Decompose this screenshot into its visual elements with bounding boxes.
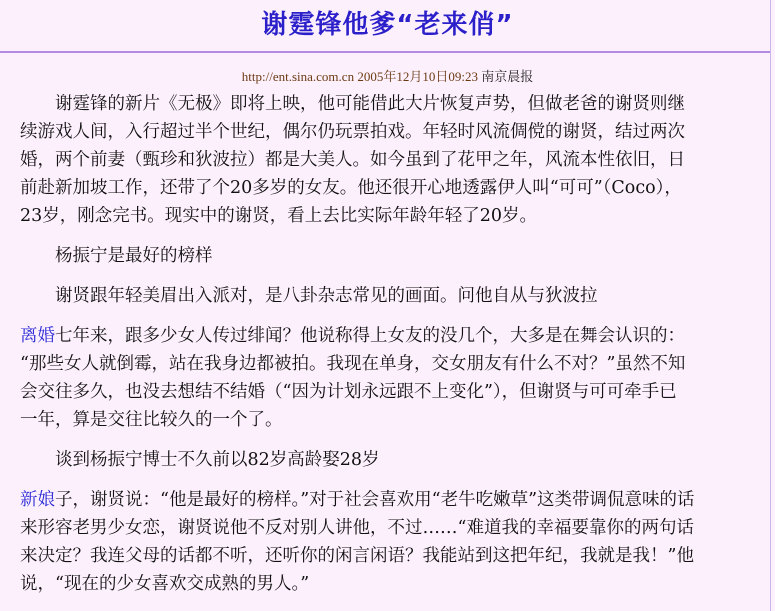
text-line: 会交往多久，也没去想结不结婚（“因为计划永远跟不上变化”），但谢贤与可可牵手已 <box>20 382 677 402</box>
text-line: 子，谢贤说：“他是最好的榜样。”对于社会喜欢用“老牛吃嫩草”这类带调侃意味的话 <box>55 490 695 510</box>
page-right-border <box>770 0 771 611</box>
publish-datetime: 2005年12月10日09:23 <box>357 69 478 84</box>
keyword-link-bride[interactable]: 新娘 <box>20 490 55 510</box>
text-line: 七年来，跟多少女人传过绯闻？他说称得上女友的没几个，大多是在舞会认识的： <box>55 326 685 346</box>
text-line: 23岁，刚念完书。现实中的谢贤，看上去比实际年龄年轻了20岁。 <box>20 206 538 226</box>
text-line: 谢霆锋的新片《无极》即将上映，他可能借此大片恢复声势，但做老爸的谢贤则继 <box>55 94 685 114</box>
article-title: 谢霆锋他爹“老来俏” <box>261 10 514 40</box>
text-line: 来决定？我连父母的话都不听，还听你的闲言闲语？我能站到这把年纪，我就是我！”他 <box>20 546 694 566</box>
text-line: “那些女人就倒霉，站在我身边都被拍。我现在单身，交女朋友有什么不对？”虽然不知 <box>20 354 686 374</box>
text-line: 谢贤跟年轻美眉出入派对，是八卦杂志常见的画面。问他自从与狄波拉 <box>55 286 598 306</box>
source-name: 南京晨报 <box>481 69 534 84</box>
title-divider <box>0 51 770 53</box>
source-url: http://ent.sina.com.cn <box>241 69 355 84</box>
paragraph-fragment <box>20 446 765 474</box>
text-line: 来形容老男少女恋，谢贤说他不反对别人讲他，不过……“难道我的幸福要靠你的两句话 <box>20 518 694 538</box>
paragraph-fragment <box>20 282 765 310</box>
text-line: 一年，算是交往比较久的一个了。 <box>20 410 283 430</box>
paragraph-intro <box>20 90 765 230</box>
text-line: 说，“现在的少女喜欢交成熟的男人。” <box>20 574 310 594</box>
article-meta <box>0 68 775 86</box>
subheading <box>20 242 765 270</box>
paragraph-bride <box>20 486 765 598</box>
text-line: 前赴新加坡工作，还带了个20多岁的女友。他还很开心地透露伊人叫“可可”（Coco）， <box>20 178 682 198</box>
text-line: 杨振宁是最好的榜样 <box>55 246 213 266</box>
text-line: 谈到杨振宁博士不久前以82岁高龄娶28岁 <box>55 450 380 470</box>
paragraph-divorce <box>20 322 765 434</box>
text-line: 续游戏人间，入行超过半个世纪，偶尔仍玩票拍戏。年轻时风流倜傥的谢贤，结过两次 <box>20 122 685 142</box>
article-body <box>20 90 765 598</box>
keyword-link-divorce[interactable]: 离婚 <box>20 326 55 346</box>
text-line: 婚，两个前妻（甄珍和狄波拉）都是大美人。如今虽到了花甲之年，风流本性依旧，日 <box>20 150 685 170</box>
